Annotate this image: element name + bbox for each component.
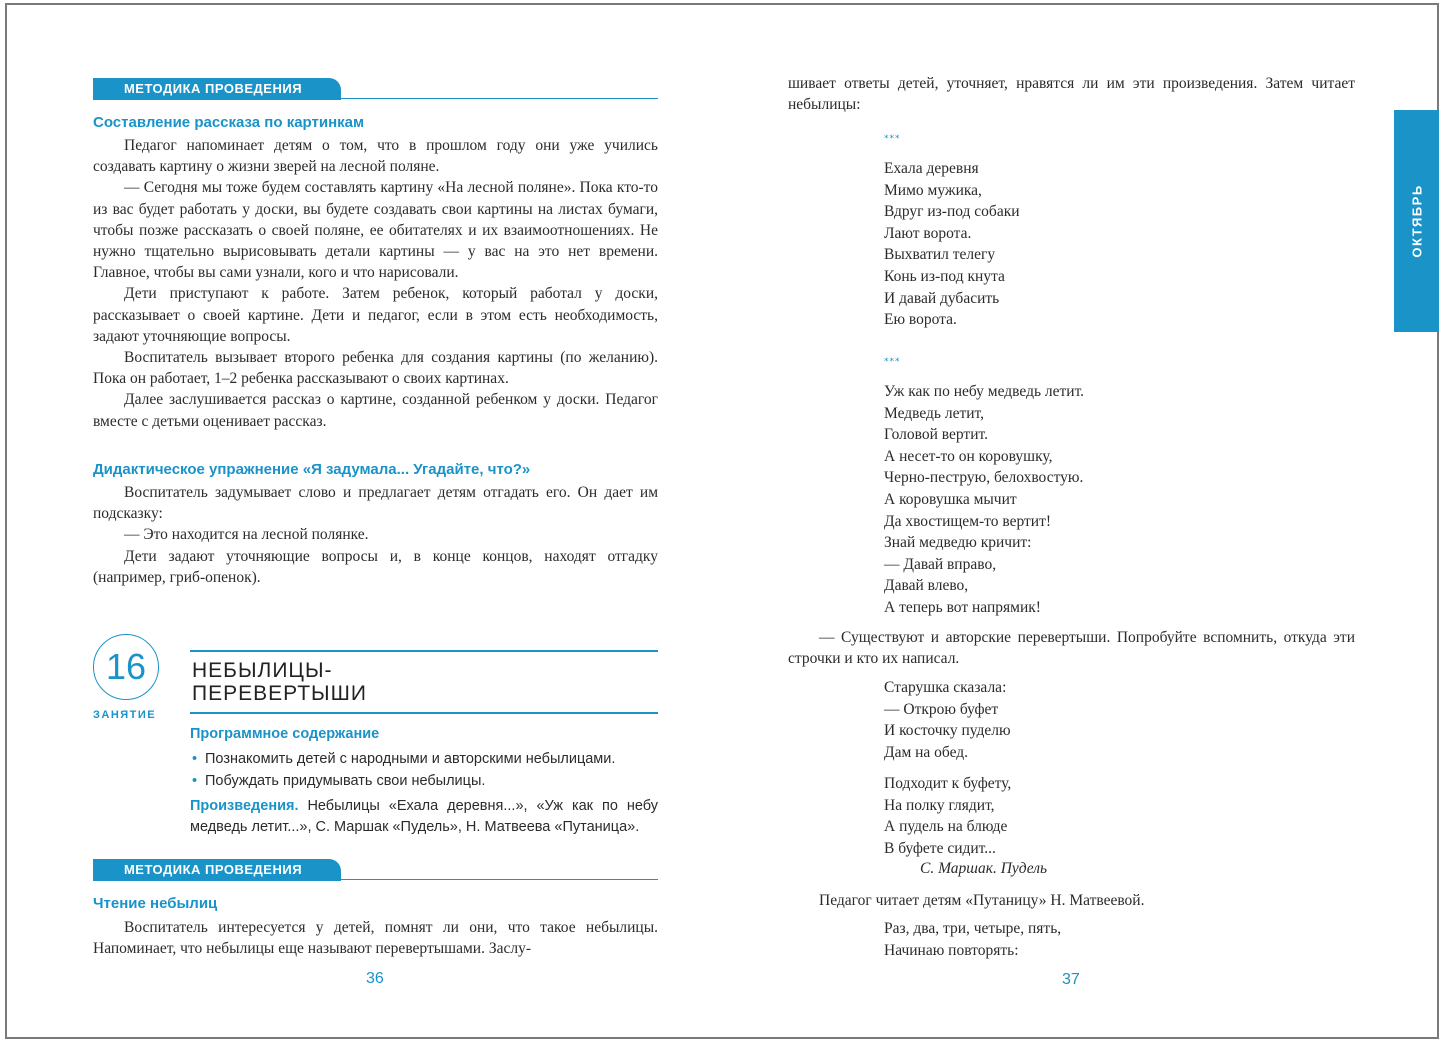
section-header-label: МЕТОДИКА ПРОВЕДЕНИЯ — [93, 78, 341, 100]
section-header-label: МЕТОДИКА ПРОВЕДЕНИЯ — [93, 859, 341, 881]
poem-line: Конь из-под кнута — [884, 267, 1005, 285]
lesson-word-label: ЗАНЯТИЕ — [93, 709, 157, 721]
bullet-icon: • — [192, 751, 198, 767]
poem-line: Да хвостищем-то вертит! — [884, 512, 1052, 530]
poem-3a — [884, 677, 1011, 763]
paragraph: Далее заслушивается рассказ о картине, созданной ребенком у доски. Педагог вместе с детьми оценивает рассказ. — [93, 391, 658, 430]
list-item — [192, 748, 662, 770]
poem-line: А пудель на блюде — [884, 818, 1008, 836]
lesson-title-top-rule — [190, 650, 658, 652]
works-text: Небылицы «Ехала деревня...», «Уж как по небу медведь летит...», С. Маршак «Пудель», Н. Матвеева «Путаница». — [190, 798, 658, 835]
page-number-right: 37 — [1062, 971, 1080, 988]
poem-line: Подходит к буфету, — [884, 775, 1012, 792]
poem-line: В буфете сидит... — [884, 839, 996, 857]
paragraph: Дети приступают к работе. Затем ребенок, который работал у доски, рассказывает о своей картине. Дети и педагог, если в этом есть необходимость, задают уточняющие вопросы. — [93, 285, 658, 345]
poem-line: Раз, два, три, четыре, пять, — [884, 920, 1062, 937]
stars-divider: *** — [884, 357, 901, 367]
lesson-title-bottom-rule — [190, 712, 658, 714]
poem-line: Ехала деревня — [884, 160, 979, 177]
poem-line: И косточку пуделю — [884, 722, 1011, 740]
paragraph: Воспитатель вызывает второго ребенка для создания картины (по желанию). Пока он работает, 1–2 ребенка рассказывают о своих картинах. — [93, 349, 658, 388]
body-text-block-2 — [93, 482, 658, 588]
poem-line: Дам на обед. — [884, 743, 969, 761]
lesson-number-badge: 16 — [93, 634, 159, 700]
poem-line: И давай дубасить — [884, 289, 1000, 307]
subheading-story-from-pictures: Составление рассказа по картинкам — [93, 114, 365, 131]
poem-line: Головой вертит. — [884, 426, 988, 444]
poem-line: Уж как по небу медведь летит. — [884, 383, 1085, 400]
poem-line: Медведь летит, — [884, 404, 985, 422]
poem-line: Начинаю повторять: — [884, 941, 1019, 959]
poem-line: Ею ворота. — [884, 311, 957, 329]
subheading-didactic-exercise: Дидактическое упражнение «Я задумала... Угадайте, что?» — [93, 461, 531, 478]
paragraph: шивает ответы детей, уточняет, нравятся ли им эти произведения. Затем читает небылицы: — [788, 75, 1355, 114]
works-paragraph — [190, 796, 658, 838]
poem-line: Знай медведю кричит: — [884, 534, 1032, 552]
page-number-left: 36 — [366, 970, 384, 987]
program-content-list — [192, 748, 662, 792]
poem-line: На полку глядит, — [884, 796, 995, 814]
section-header-rule — [341, 879, 658, 880]
body-text-block-3 — [93, 917, 658, 959]
month-tab — [1394, 110, 1439, 332]
poem-line: Давай влево, — [884, 577, 969, 595]
paragraph: — Существуют и авторские перевертыши. Попробуйте вспомнить, откуда эти строчки и кто их написал. — [788, 629, 1355, 668]
poem-line: Лают ворота. — [884, 224, 972, 242]
paragraph: Педагог читает детям «Путаницу» Н. Матвеевой. — [819, 892, 1145, 909]
poem-line: А коровушка мычит — [884, 490, 1017, 508]
poem-line: — Давай вправо, — [884, 555, 997, 573]
body-text-authors — [788, 627, 1355, 669]
poem-line: Старушка сказала: — [884, 679, 1007, 696]
poem-line: Мимо мужика, — [884, 181, 982, 199]
poem-line: А несет-то он коровушку, — [884, 447, 1053, 465]
stars-divider: *** — [884, 134, 901, 144]
poem-line: — Открою буфет — [884, 700, 999, 718]
lesson-title-line-2: ПЕРЕВЕРТЫШИ — [192, 682, 367, 705]
paragraph: Воспитатель интересуется у детей, помнят ли они, что такое небылицы. Напоминает, что небылицы еще называют перевертышами. Заслу- — [93, 919, 658, 958]
program-content-heading: Программное содержание — [190, 726, 380, 742]
paragraph: Педагог напоминает детям о том, что в прошлом году они уже учились создавать картину о жизни зверей на лесной поляне. — [93, 137, 658, 176]
poem-line: Вдруг из-под собаки — [884, 203, 1020, 221]
poem-4 — [884, 918, 1061, 961]
bullet-icon: • — [192, 773, 198, 789]
poem-line: А теперь вот напрямик! — [884, 598, 1041, 616]
lesson-title — [192, 659, 658, 705]
section-header-methodology — [93, 78, 658, 100]
poem-3b — [884, 773, 1011, 859]
paragraph: — Это находится на лесной полянке. — [124, 526, 369, 544]
works-label: Произведения. — [190, 798, 299, 814]
subheading-reading-fables: Чтение небылиц — [93, 895, 218, 912]
list-item — [192, 770, 662, 792]
body-text-block-1 — [93, 135, 658, 432]
poem-1 — [884, 158, 1020, 331]
lesson-title-line-1: НЕБЫЛИЦЫ- — [192, 659, 333, 682]
list-item-text: Познакомить детей с народными и авторскими небылицами. — [205, 751, 616, 767]
section-header-methodology-2 — [93, 859, 658, 881]
section-header-rule — [341, 98, 658, 99]
poem-line: Черно-пеструю, белохвостую. — [884, 469, 1084, 487]
body-text-intro — [788, 73, 1355, 115]
body-text-teacher — [788, 890, 1355, 911]
month-tab-label: ОКТЯБРЬ — [1409, 184, 1424, 258]
poem-attribution: С. Маршак. Пудель — [920, 860, 1048, 877]
paragraph: Дети задают уточняющие вопросы и, в конце концов, находят отгадку (например, гриб-опенок). — [93, 547, 658, 586]
paragraph: Воспитатель задумывает слово и предлагает детям отгадать его. Он дает им подсказку: — [93, 484, 658, 523]
list-item-text: Побуждать придумывать свои небылицы. — [205, 773, 486, 789]
paragraph: — Сегодня мы тоже будем составлять картину «На лесной поляне». Пока кто-то из вас будет работать у доски, вы будете создавать свои картины на листах бумаги, чтобы позже рассказать о своей поляне, ее обитателях и их взаимоотношениях. Не нужно тщательно вырисовывать детали картины — у вас на это нет времени. Главное, чтобы вы сами узнали, кого и что нарисовали. — [93, 179, 658, 282]
poem-2 — [884, 381, 1084, 619]
poem-line: Выхватил телегу — [884, 246, 996, 264]
